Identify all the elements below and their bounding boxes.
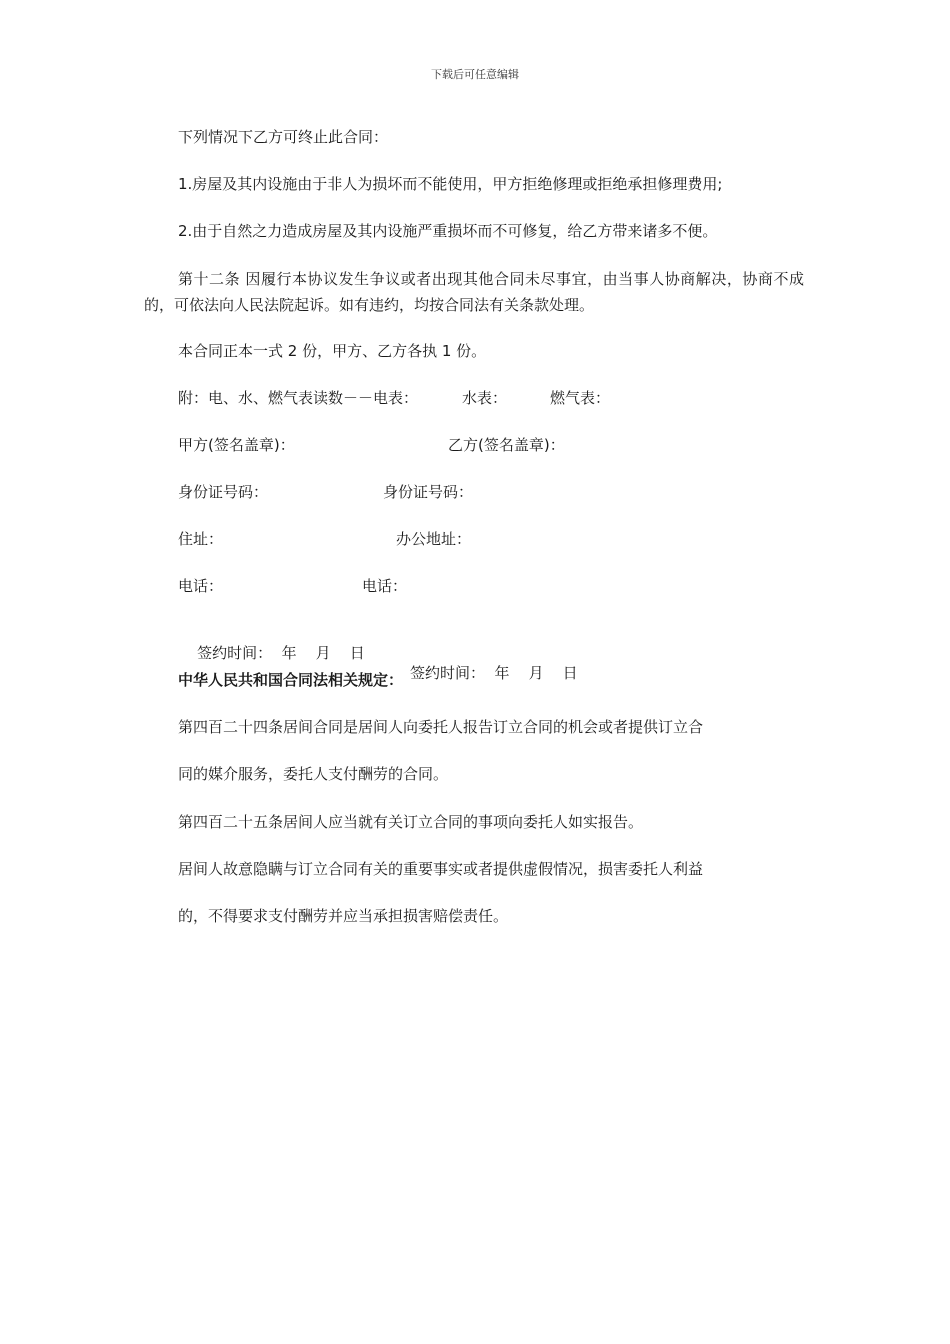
party-a-address-label: 住址：: [178, 530, 224, 548]
copies-clause: 本合同正本一式 2 份，甲方、乙方各执 1 份。: [178, 342, 487, 360]
party-b-sign-date: 签约时间： 年 月 日: [410, 664, 578, 682]
id-number-row: [178, 482, 474, 502]
meter-readings: [178, 388, 610, 408]
law-heading: 中华人民共和国合同法相关规定：: [178, 671, 404, 689]
water-meter-label: 水表：: [462, 389, 508, 407]
meter-label: 附：电、水、燃气表读数－－电表：: [178, 389, 419, 407]
phone-row: [178, 576, 408, 596]
article-12: 第十二条 因履行本协议发生争议或者出现其他合同未尽事宜，由当事人协商解决，协商不成的，可依法向人民法院起诉。如有违约，均按合同法有关条款处理。: [144, 270, 804, 314]
signature-row: [178, 435, 565, 455]
termination-item-2: 2.由于自然之力造成房屋及其内设施严重损坏而不可修复，给乙方带来诸多不便。: [178, 222, 718, 240]
law-article-425: 第四百二十五条居间人应当就有关订立合同的事项向委托人如实报告。: [178, 813, 644, 831]
page-header: 下载后可任意编辑: [431, 68, 519, 81]
law-article-424-line-1: 第四百二十四条居间合同是居间人向委托人报告订立合同的机会或者提供订立合: [178, 718, 704, 736]
law-article-424-line-2: 同的媒介服务，委托人支付酬劳的合同。: [178, 765, 449, 783]
law-article-425-detail-line-1: 居间人故意隐瞒与订立合同有关的重要事实或者提供虚假情况，损害委托人利益: [178, 860, 704, 878]
party-b-address-label: 办公地址：: [396, 530, 472, 548]
law-article-425-detail-line-2: 的，不得要求支付酬劳并应当承担损害赔偿责任。: [178, 907, 509, 925]
termination-item-1: 1.房屋及其内设施由于非人为损坏而不能使用，甲方拒绝修理或拒绝承担修理费用;: [178, 175, 723, 193]
party-b-phone-label: 电话：: [362, 577, 408, 595]
party-a-signature-label: 甲方(签名盖章)：: [178, 436, 295, 454]
sign-date-row: [178, 623, 578, 703]
party-a-id-label: 身份证号码：: [178, 483, 269, 501]
party-a-sign-date: 签约时间： 年 月 日: [197, 644, 365, 662]
termination-intro: 下列情况下乙方可终止此合同：: [178, 128, 389, 146]
party-a-phone-label: 电话：: [178, 577, 224, 595]
gas-meter-label: 燃气表：: [550, 389, 611, 407]
address-row: [178, 529, 472, 549]
party-b-signature-label: 乙方(签名盖章)：: [448, 436, 565, 454]
party-b-id-label: 身份证号码：: [383, 483, 474, 501]
